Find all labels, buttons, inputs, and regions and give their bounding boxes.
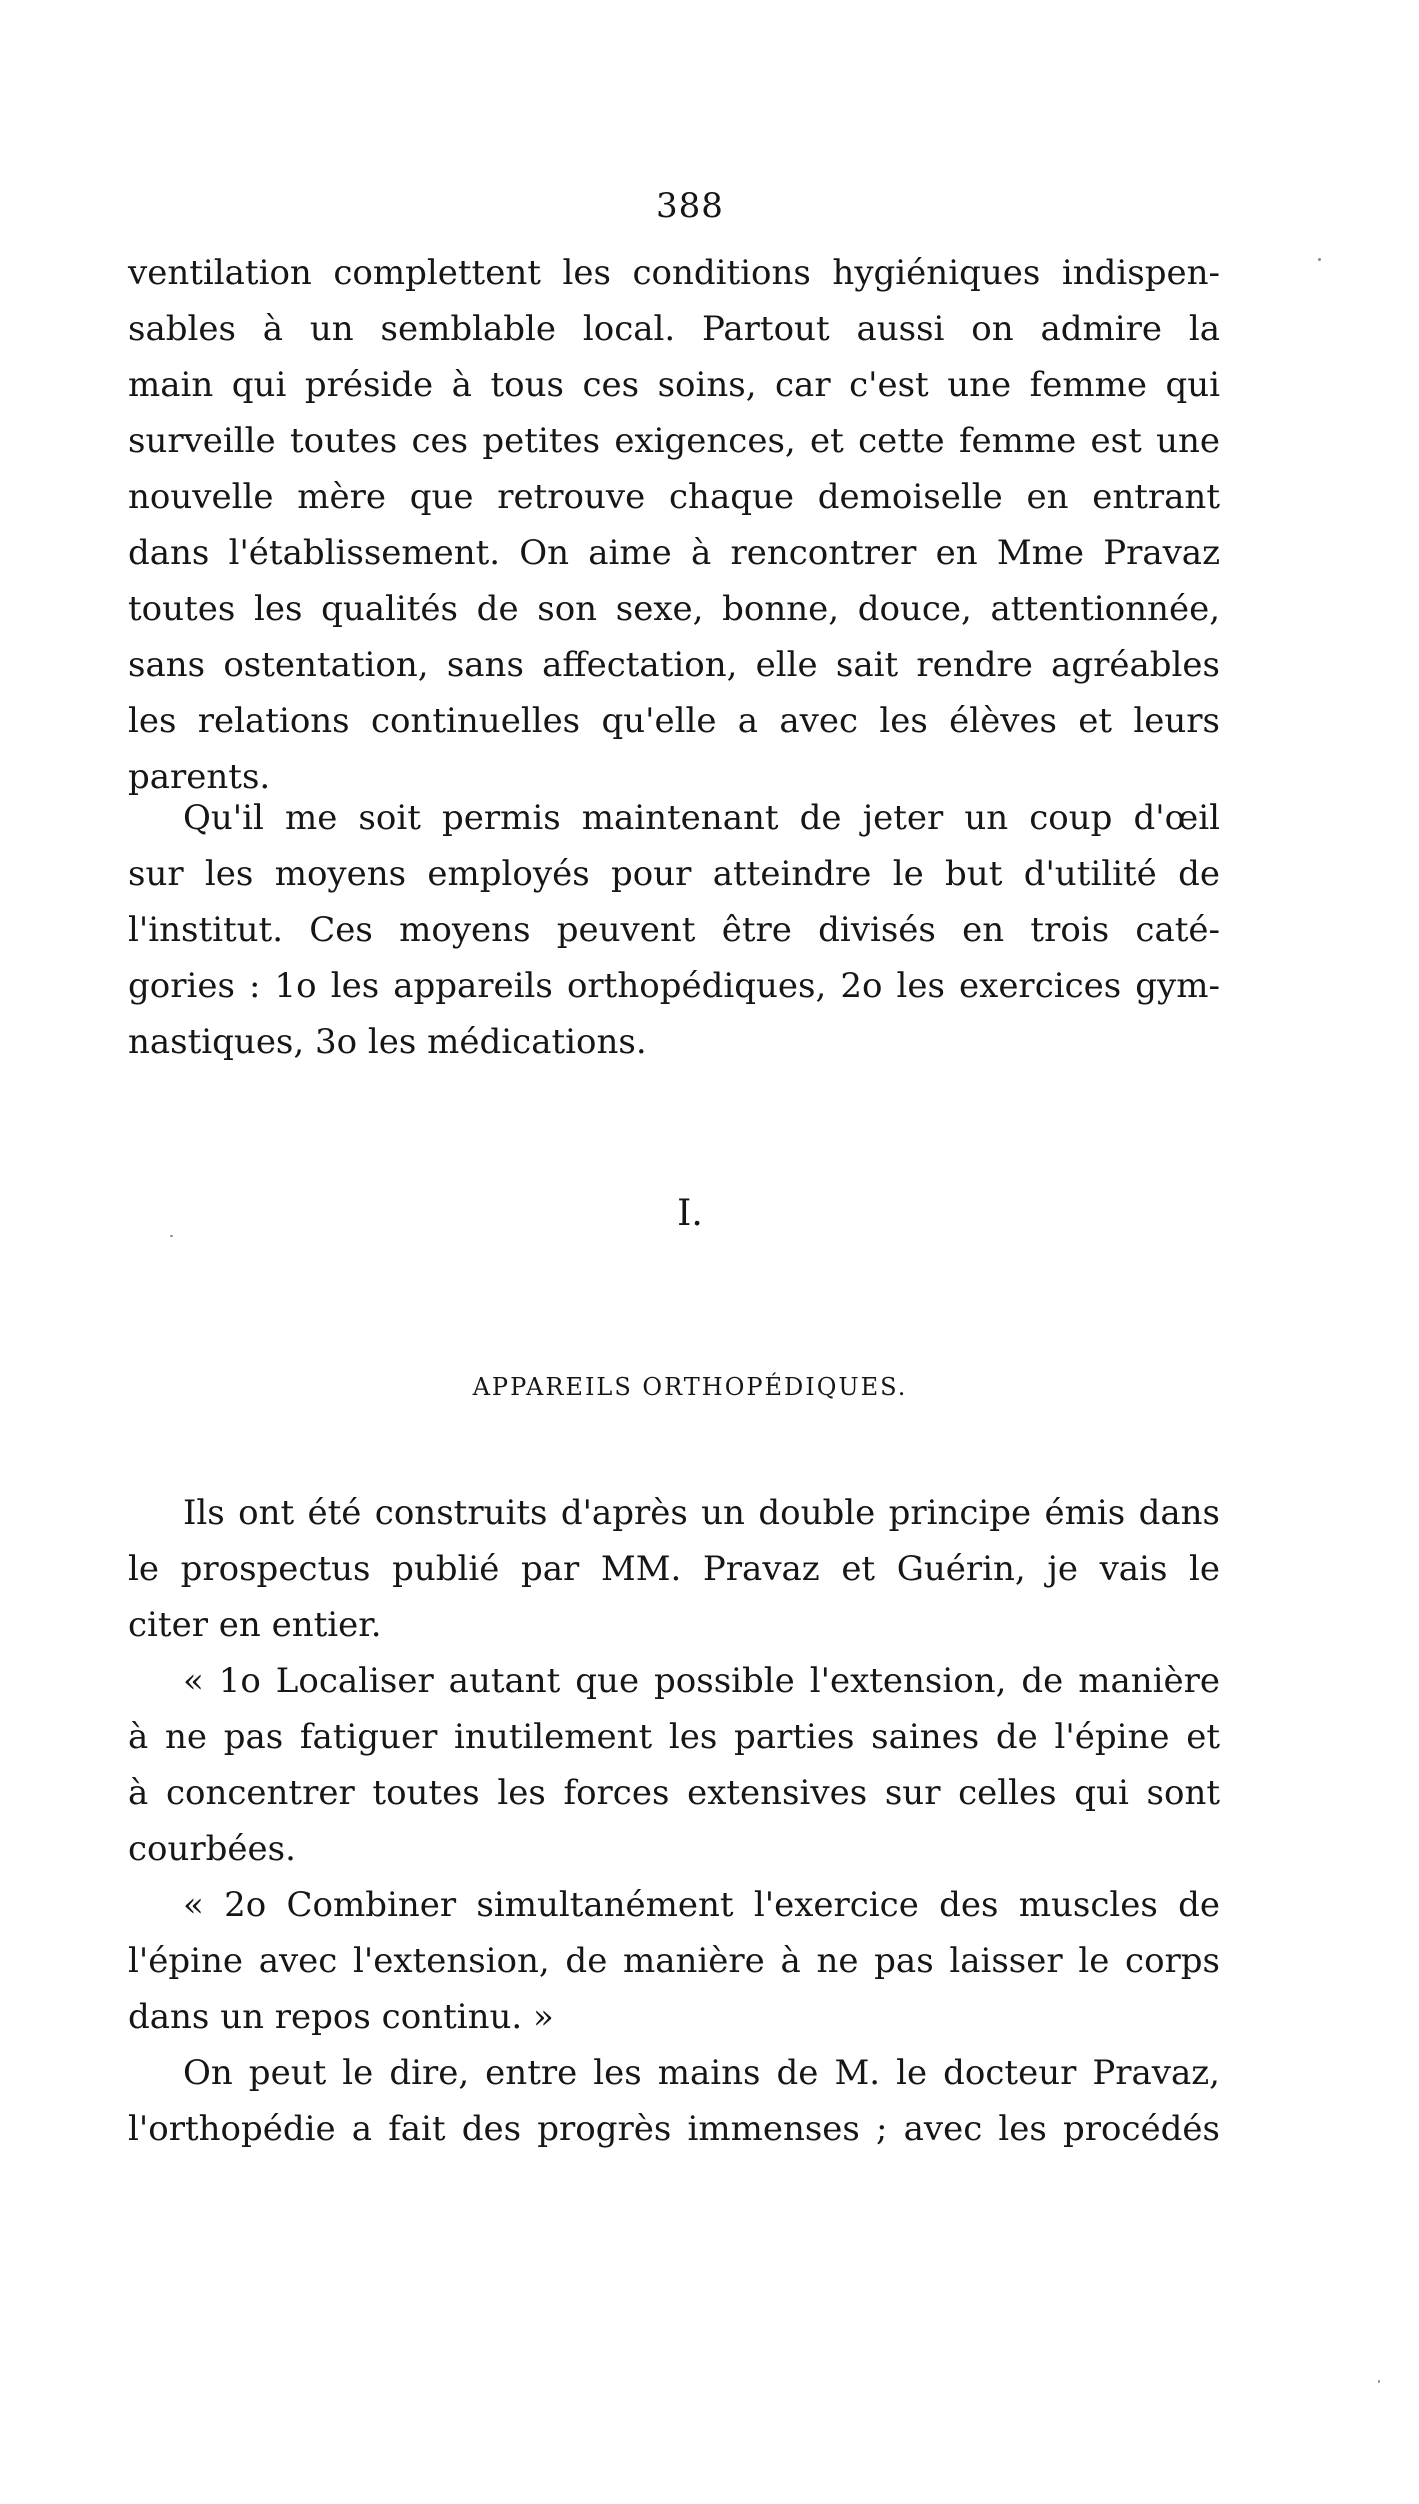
text-line: sans ostentation, sans affectation, elle sait rendre agréables [128, 645, 1220, 685]
text-line: l'épine avec l'extension, de manière à ne pas laisser le corps [128, 1941, 1220, 1981]
section-title: APPAREILS ORTHOPÉDIQUES. [472, 1373, 908, 1401]
text-line: parents. [128, 757, 271, 797]
text-line: sur les moyens employés pour atteindre le but d'utilité de [128, 854, 1220, 894]
text-line: dans l'établissement. On aime à rencontrer en Mme Pravaz [128, 533, 1220, 573]
text-line: dans un repos continu. » [128, 1997, 554, 2037]
text-line: surveille toutes ces petites exigences, et cette femme est une [128, 421, 1220, 461]
text-line: « 2o Combiner simultanément l'exercice des muscles de [183, 1885, 1220, 1925]
paper-speck [1318, 258, 1321, 261]
page-number: 388 [656, 186, 724, 226]
text-line: Qu'il me soit permis maintenant de jeter un coup d'œil [183, 798, 1220, 838]
text-line: ventilation complettent les conditions hygiéniques indispen- [128, 253, 1220, 293]
text-line: les relations continuelles qu'elle a avec les élèves et leurs [128, 701, 1220, 741]
text-line: « 1o Localiser autant que possible l'extension, de manière [183, 1661, 1220, 1701]
text-line: à ne pas fatiguer inutilement les parties saines de l'épine et [128, 1717, 1220, 1757]
paper-speck [1378, 2380, 1380, 2383]
text-line: à concentrer toutes les forces extensives sur celles qui sont [128, 1773, 1220, 1813]
text-line: Ils ont été construits d'après un double principe émis dans [183, 1493, 1220, 1533]
paragraph-appareils [128, 1485, 1220, 2157]
text-line: On peut le dire, entre les mains de M. le docteur Pravaz, [183, 2053, 1220, 2093]
text-line: nastiques, 3o les médications. [128, 1022, 647, 1062]
text-line: sables à un semblable local. Partout aussi on admire la [128, 309, 1220, 349]
paragraph-hygiene [128, 245, 1220, 805]
paper-speck [170, 1235, 173, 1237]
text-line: main qui préside à tous ces soins, car c'est une femme qui [128, 365, 1220, 405]
text-line: toutes les qualités de son sexe, bonne, douce, attentionnée, [128, 589, 1220, 629]
text-line: citer en entier. [128, 1605, 382, 1645]
paragraph-moyens [128, 790, 1220, 1070]
text-line: nouvelle mère que retrouve chaque demoiselle en entrant [128, 477, 1220, 517]
text-line: courbées. [128, 1829, 296, 1869]
text-line: l'institut. Ces moyens peuvent être divisés en trois caté- [128, 910, 1220, 950]
text-line: l'orthopédie a fait des progrès immenses ; avec les procédés [128, 2109, 1220, 2149]
text-line: le prospectus publié par MM. Pravaz et Guérin, je vais le [128, 1549, 1220, 1589]
text-line: gories : 1o les appareils orthopédiques, 2o les exercices gym- [128, 966, 1220, 1006]
section-numeral: I. [677, 1193, 703, 1234]
